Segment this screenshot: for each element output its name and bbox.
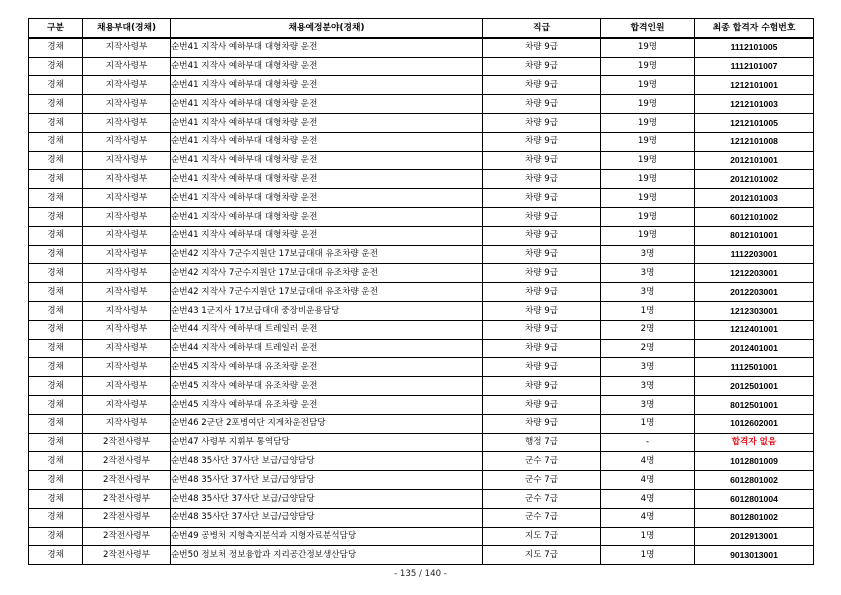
cell-field: 순번41 지작사 예하부대 대형차량 운전	[171, 151, 483, 170]
cell-field: 순번48 35사단 37사단 보급/급양담당	[171, 489, 483, 508]
table-row	[29, 433, 814, 452]
cell-final-number: 1112501001	[695, 358, 814, 377]
cell-final-number: 6012801004	[695, 489, 814, 508]
cell-count: 1명	[601, 414, 695, 433]
cell-count: 3명	[601, 358, 695, 377]
cell-field: 순번42 지작사 7군수지원단 17보급대대 유조차량 운전	[171, 283, 483, 302]
cell-type: 경채	[29, 76, 83, 95]
cell-field: 순번42 지작사 7군수지원단 17보급대대 유조차량 운전	[171, 264, 483, 283]
table-row	[29, 113, 814, 132]
header-final-number: 최종 합격자 수험번호	[695, 19, 814, 38]
cell-grade: 군수 7급	[483, 452, 601, 471]
cell-count: 19명	[601, 57, 695, 76]
cell-type: 경채	[29, 170, 83, 189]
cell-count: 19명	[601, 207, 695, 226]
table-row	[29, 189, 814, 208]
cell-count: 19명	[601, 95, 695, 114]
cell-unit: 2작전사령부	[83, 471, 171, 490]
cell-final-number: 2012401001	[695, 339, 814, 358]
cell-type: 경채	[29, 95, 83, 114]
cell-count: 3명	[601, 264, 695, 283]
table-row	[29, 38, 814, 57]
header-field: 채용예정분야(경채)	[171, 19, 483, 38]
cell-count: 1명	[601, 546, 695, 565]
cell-field: 순번50 정보처 정보융합과 지리공간정보생산담당	[171, 546, 483, 565]
cell-grade: 차량 9급	[483, 132, 601, 151]
cell-count: 1명	[601, 527, 695, 546]
table-row	[29, 546, 814, 565]
cell-type: 경채	[29, 414, 83, 433]
cell-count: 4명	[601, 471, 695, 490]
cell-field: 순번44 지작사 예하부대 트레일러 운전	[171, 339, 483, 358]
header-row	[29, 19, 814, 38]
cell-count: 19명	[601, 113, 695, 132]
table-row	[29, 471, 814, 490]
cell-grade: 군수 7급	[483, 508, 601, 527]
cell-field: 순번41 지작사 예하부대 대형차량 운전	[171, 226, 483, 245]
cell-grade: 행정 7급	[483, 433, 601, 452]
cell-field: 순번41 지작사 예하부대 대형차량 운전	[171, 207, 483, 226]
cell-grade: 차량 9급	[483, 339, 601, 358]
table-row	[29, 339, 814, 358]
cell-unit: 지작사령부	[83, 339, 171, 358]
cell-unit: 2작전사령부	[83, 452, 171, 471]
cell-final-number: 1112101007	[695, 57, 814, 76]
cell-unit: 지작사령부	[83, 170, 171, 189]
cell-type: 경채	[29, 508, 83, 527]
cell-grade: 차량 9급	[483, 170, 601, 189]
cell-grade: 차량 9급	[483, 395, 601, 414]
cell-count: 19명	[601, 226, 695, 245]
cell-count: 3명	[601, 245, 695, 264]
cell-count: 1명	[601, 301, 695, 320]
cell-grade: 차량 9급	[483, 264, 601, 283]
cell-type: 경채	[29, 358, 83, 377]
cell-final-number: 2012501001	[695, 377, 814, 396]
cell-grade: 군수 7급	[483, 489, 601, 508]
cell-count: -	[601, 433, 695, 452]
cell-unit: 지작사령부	[83, 151, 171, 170]
cell-field: 순번48 35사단 37사단 보급/급양담당	[171, 471, 483, 490]
cell-type: 경채	[29, 283, 83, 302]
table-row	[29, 301, 814, 320]
cell-count: 3명	[601, 395, 695, 414]
table-header	[29, 19, 814, 38]
table-row	[29, 395, 814, 414]
cell-unit: 지작사령부	[83, 189, 171, 208]
cell-final-number: 8012801002	[695, 508, 814, 527]
cell-unit: 지작사령부	[83, 283, 171, 302]
cell-grade: 지도 7급	[483, 546, 601, 565]
cell-final-number: 1212101005	[695, 113, 814, 132]
cell-final-number: 8012101001	[695, 226, 814, 245]
table-row	[29, 95, 814, 114]
cell-field: 순번45 지작사 예하부대 유조차량 운전	[171, 358, 483, 377]
cell-type: 경채	[29, 38, 83, 57]
cell-unit: 지작사령부	[83, 132, 171, 151]
cell-grade: 차량 9급	[483, 226, 601, 245]
cell-unit: 2작전사령부	[83, 433, 171, 452]
cell-final-number: 2012101002	[695, 170, 814, 189]
cell-grade: 차량 9급	[483, 414, 601, 433]
results-table	[28, 18, 814, 565]
cell-field: 순번49 공병처 지형측지분석과 지형자료분석담당	[171, 527, 483, 546]
table-row	[29, 320, 814, 339]
table-row	[29, 377, 814, 396]
cell-final-number: 2012101003	[695, 189, 814, 208]
cell-type: 경채	[29, 320, 83, 339]
cell-field: 순번48 35사단 37사단 보급/급양담당	[171, 452, 483, 471]
cell-type: 경채	[29, 151, 83, 170]
cell-final-number: 1212101003	[695, 95, 814, 114]
cell-type: 경채	[29, 433, 83, 452]
cell-final-number: 1212203001	[695, 264, 814, 283]
cell-field: 순번45 지작사 예하부대 유조차량 운전	[171, 395, 483, 414]
cell-grade: 차량 9급	[483, 189, 601, 208]
cell-type: 경채	[29, 132, 83, 151]
cell-grade: 차량 9급	[483, 320, 601, 339]
cell-field: 순번41 지작사 예하부대 대형차량 운전	[171, 38, 483, 57]
table-row	[29, 264, 814, 283]
table-row	[29, 151, 814, 170]
cell-type: 경채	[29, 452, 83, 471]
cell-final-number: 2012913001	[695, 527, 814, 546]
table-row	[29, 414, 814, 433]
cell-unit: 지작사령부	[83, 245, 171, 264]
cell-unit: 지작사령부	[83, 377, 171, 396]
cell-field: 순번41 지작사 예하부대 대형차량 운전	[171, 132, 483, 151]
header-type: 구분	[29, 19, 83, 38]
cell-type: 경채	[29, 57, 83, 76]
cell-field: 순번41 지작사 예하부대 대형차량 운전	[171, 57, 483, 76]
cell-grade: 차량 9급	[483, 57, 601, 76]
cell-final-number: 1212303001	[695, 301, 814, 320]
cell-unit: 지작사령부	[83, 38, 171, 57]
table-row	[29, 508, 814, 527]
cell-count: 3명	[601, 377, 695, 396]
cell-unit: 2작전사령부	[83, 527, 171, 546]
cell-field: 순번48 35사단 37사단 보급/급양담당	[171, 508, 483, 527]
header-grade: 직급	[483, 19, 601, 38]
cell-type: 경채	[29, 245, 83, 264]
page-number: - 135 / 140 -	[394, 569, 447, 579]
cell-count: 2명	[601, 339, 695, 358]
cell-grade: 차량 9급	[483, 95, 601, 114]
cell-field: 순번41 지작사 예하부대 대형차량 운전	[171, 170, 483, 189]
table-row	[29, 207, 814, 226]
cell-grade: 차량 9급	[483, 38, 601, 57]
cell-final-number: 합격자 없음	[695, 433, 814, 452]
cell-type: 경채	[29, 489, 83, 508]
cell-count: 3명	[601, 283, 695, 302]
cell-unit: 지작사령부	[83, 57, 171, 76]
cell-final-number: 6012101002	[695, 207, 814, 226]
table-row	[29, 452, 814, 471]
cell-final-number: 6012801002	[695, 471, 814, 490]
cell-final-number: 1112101005	[695, 38, 814, 57]
cell-unit: 지작사령부	[83, 113, 171, 132]
cell-unit: 2작전사령부	[83, 546, 171, 565]
cell-field: 순번41 지작사 예하부대 대형차량 운전	[171, 76, 483, 95]
cell-final-number: 1012602001	[695, 414, 814, 433]
cell-final-number: 1012801009	[695, 452, 814, 471]
cell-count: 19명	[601, 132, 695, 151]
cell-type: 경채	[29, 527, 83, 546]
cell-type: 경채	[29, 189, 83, 208]
cell-final-number: 8012501001	[695, 395, 814, 414]
cell-type: 경채	[29, 113, 83, 132]
cell-grade: 차량 9급	[483, 113, 601, 132]
cell-final-number: 9013013001	[695, 546, 814, 565]
cell-count: 19명	[601, 170, 695, 189]
cell-field: 순번47 사령부 지휘부 통역담당	[171, 433, 483, 452]
cell-field: 순번43 1군지사 17보급대대 중장비운용담당	[171, 301, 483, 320]
cell-grade: 차량 9급	[483, 76, 601, 95]
cell-type: 경채	[29, 546, 83, 565]
cell-unit: 지작사령부	[83, 414, 171, 433]
header-count: 합격인원	[601, 19, 695, 38]
cell-type: 경채	[29, 264, 83, 283]
cell-final-number: 1212101008	[695, 132, 814, 151]
cell-count: 4명	[601, 452, 695, 471]
cell-unit: 지작사령부	[83, 76, 171, 95]
cell-field: 순번44 지작사 예하부대 트레일러 운전	[171, 320, 483, 339]
cell-final-number: 1212101001	[695, 76, 814, 95]
cell-unit: 2작전사령부	[83, 508, 171, 527]
cell-final-number: 1112203001	[695, 245, 814, 264]
cell-grade: 차량 9급	[483, 245, 601, 264]
cell-type: 경채	[29, 226, 83, 245]
cell-grade: 차량 9급	[483, 301, 601, 320]
cell-unit: 지작사령부	[83, 95, 171, 114]
table-row	[29, 527, 814, 546]
cell-final-number: 1212401001	[695, 320, 814, 339]
cell-final-number: 2012101001	[695, 151, 814, 170]
cell-type: 경채	[29, 395, 83, 414]
cell-field: 순번41 지작사 예하부대 대형차량 운전	[171, 113, 483, 132]
cell-count: 4명	[601, 508, 695, 527]
cell-count: 2명	[601, 320, 695, 339]
cell-grade: 군수 7급	[483, 471, 601, 490]
cell-field: 순번45 지작사 예하부대 유조차량 운전	[171, 377, 483, 396]
cell-grade: 차량 9급	[483, 358, 601, 377]
cell-grade: 차량 9급	[483, 283, 601, 302]
cell-type: 경채	[29, 207, 83, 226]
cell-field: 순번41 지작사 예하부대 대형차량 운전	[171, 189, 483, 208]
cell-unit: 지작사령부	[83, 264, 171, 283]
cell-unit: 지작사령부	[83, 301, 171, 320]
cell-unit: 지작사령부	[83, 226, 171, 245]
table-row	[29, 226, 814, 245]
cell-field: 순번42 지작사 7군수지원단 17보급대대 유조차량 운전	[171, 245, 483, 264]
cell-type: 경채	[29, 301, 83, 320]
cell-count: 19명	[601, 151, 695, 170]
table-row	[29, 57, 814, 76]
cell-count: 19명	[601, 189, 695, 208]
table-row	[29, 170, 814, 189]
cell-unit: 지작사령부	[83, 207, 171, 226]
table-row	[29, 489, 814, 508]
table-body	[29, 38, 814, 565]
table-row	[29, 245, 814, 264]
cell-unit: 지작사령부	[83, 358, 171, 377]
cell-unit: 지작사령부	[83, 395, 171, 414]
cell-unit: 지작사령부	[83, 320, 171, 339]
table-row	[29, 358, 814, 377]
cell-type: 경채	[29, 377, 83, 396]
cell-final-number: 2012203001	[695, 283, 814, 302]
cell-type: 경채	[29, 471, 83, 490]
cell-grade: 지도 7급	[483, 527, 601, 546]
cell-field: 순번41 지작사 예하부대 대형차량 운전	[171, 95, 483, 114]
cell-grade: 차량 9급	[483, 151, 601, 170]
cell-unit: 2작전사령부	[83, 489, 171, 508]
table-row	[29, 76, 814, 95]
header-unit: 채용부대(경채)	[83, 19, 171, 38]
cell-grade: 차량 9급	[483, 207, 601, 226]
cell-field: 순번46 2군단 2포병여단 지게차운전담당	[171, 414, 483, 433]
cell-count: 4명	[601, 489, 695, 508]
table-row	[29, 132, 814, 151]
cell-type: 경채	[29, 339, 83, 358]
table-row	[29, 283, 814, 302]
cell-grade: 차량 9급	[483, 377, 601, 396]
cell-count: 19명	[601, 76, 695, 95]
cell-count: 19명	[601, 38, 695, 57]
